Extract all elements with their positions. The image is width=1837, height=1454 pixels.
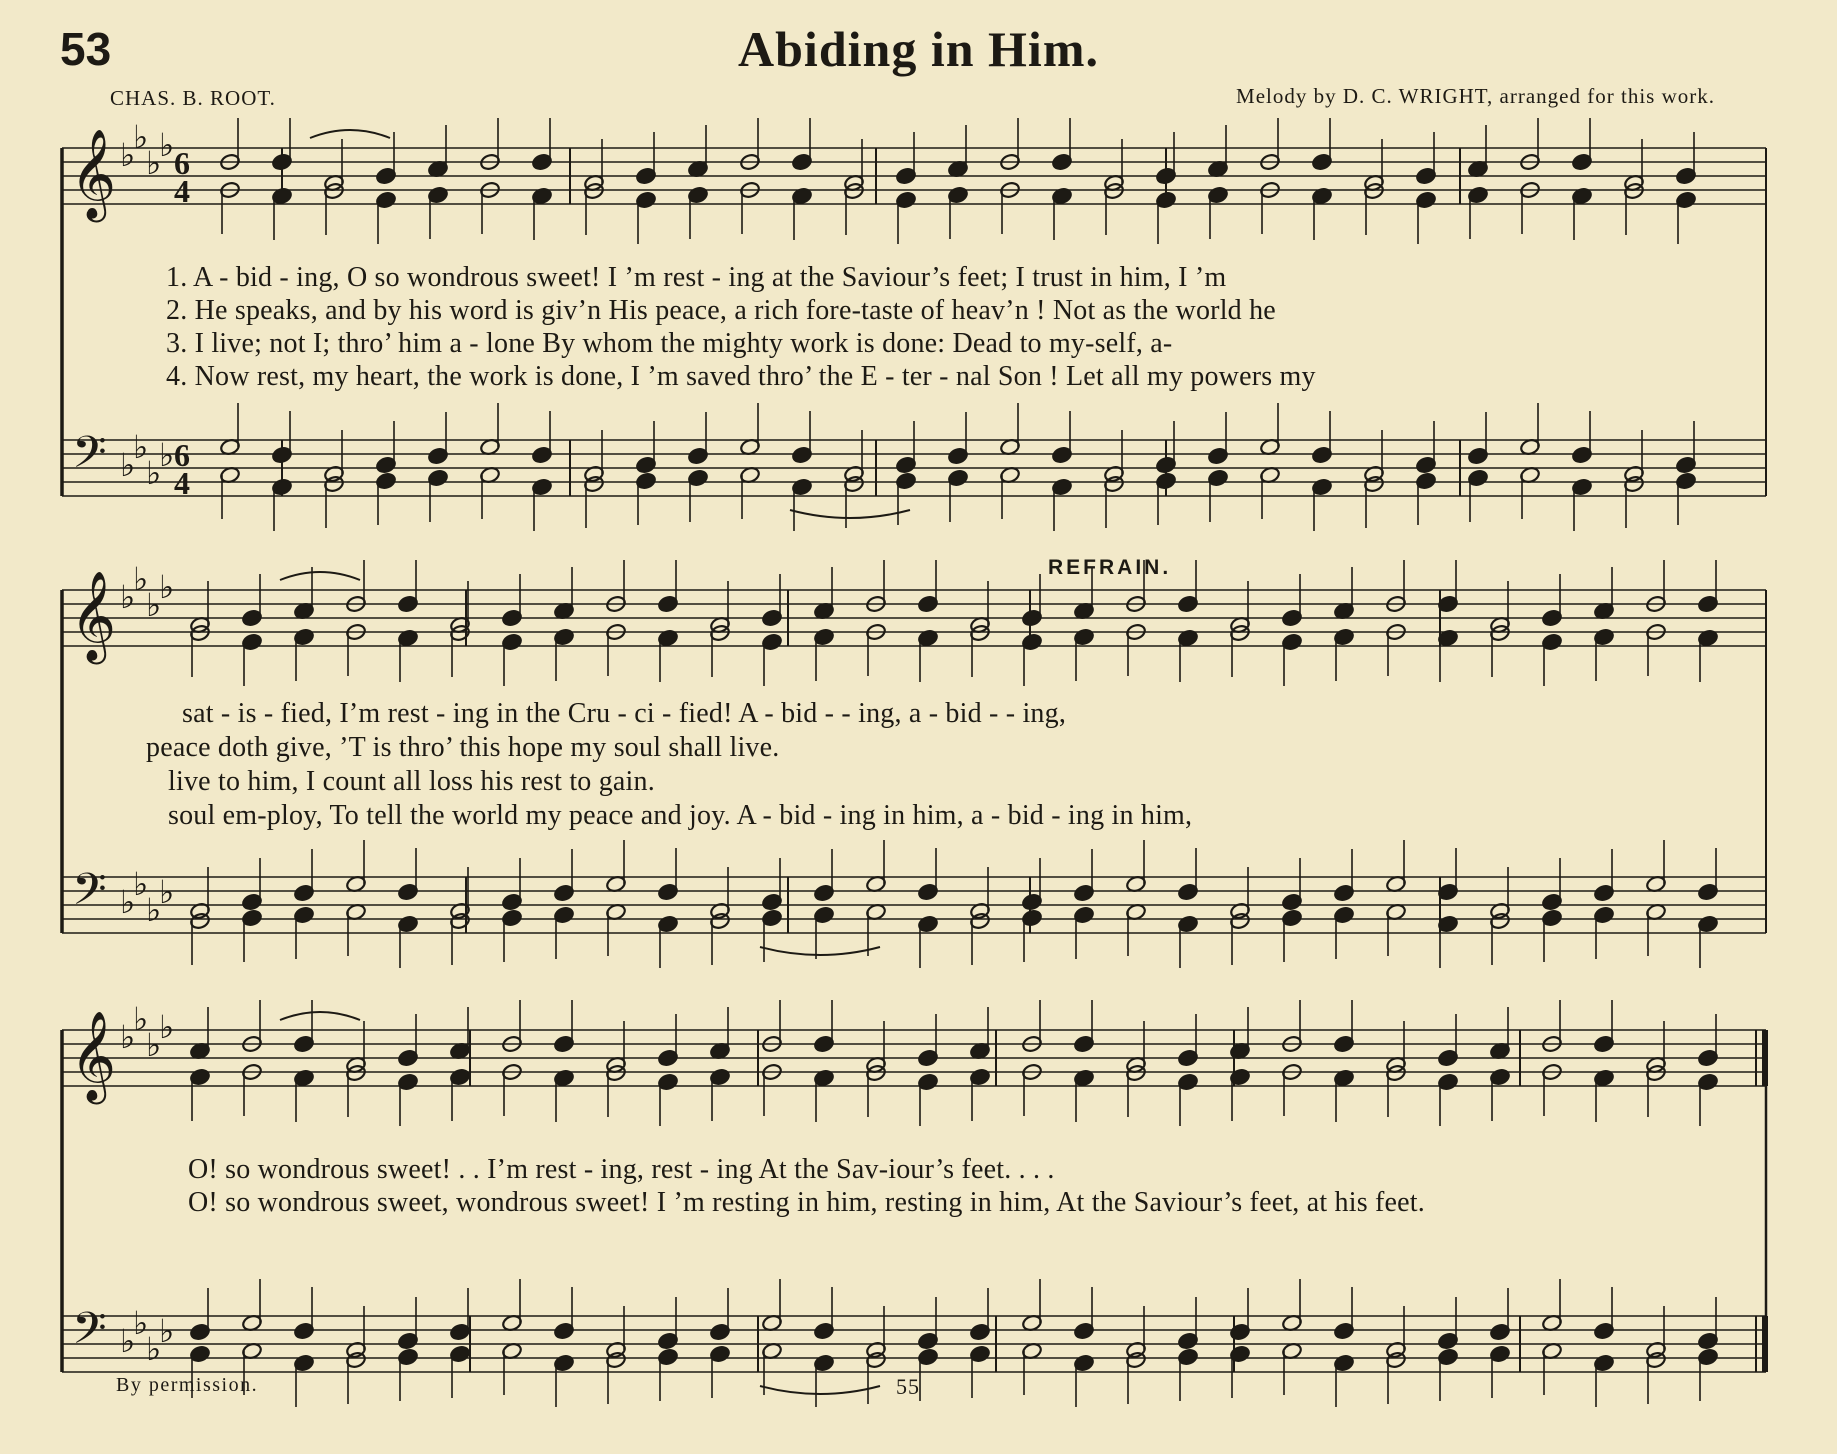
- key-flat: ♭: [146, 454, 162, 492]
- key-flat: ♭: [133, 1000, 149, 1038]
- lyric-line-verse-4-cont: soul em-ploy, To tell the world my peace and joy. A - bid - ing in him, a - bid - ing in him,: [168, 800, 1193, 831]
- tie: [760, 1386, 880, 1394]
- lyric-line-verse-2-cont: peace doth give, ’T is thro’ this hope my soul shall live.: [146, 732, 780, 763]
- hymn-title: Abiding in Him.: [738, 21, 1099, 77]
- composer-credit: CHAS. B. ROOT.: [110, 86, 276, 110]
- key-flat: ♭: [146, 144, 162, 182]
- final-barline: [1762, 1316, 1768, 1372]
- key-flat: ♭: [133, 1304, 149, 1342]
- tie: [790, 510, 910, 518]
- key-flat: ♭: [120, 1322, 136, 1360]
- slur: [310, 130, 390, 138]
- hymn-number: 53: [60, 23, 112, 75]
- key-flat: ♭: [120, 578, 136, 616]
- lyric-line-refrain-2: O! so wondrous sweet, wondrous sweet! I ’m resting in him, resting in him, At the Saviour’s feet, at his feet.: [188, 1187, 1425, 1218]
- lyric-line-refrain-1: O! so wondrous sweet! . . I’m rest - ing, rest - ing At the Sav-iour’s feet. . . .: [188, 1154, 1055, 1185]
- bass-time-signature-numerator: 6: [174, 437, 190, 473]
- lyric-line-verse-2: 2. He speaks, and by his word is giv’n His peace, a rich fore-taste of heav’n ! Not as the world he: [166, 295, 1276, 326]
- key-flat: ♭: [146, 586, 162, 624]
- refrain-label: REFRAIN.: [1048, 556, 1172, 579]
- key-flat: ♭: [120, 883, 136, 921]
- key-flat: ♭: [146, 1026, 162, 1064]
- bass-clef: 𝄢: [72, 1302, 107, 1365]
- key-flat: ♭: [159, 568, 175, 606]
- key-flat: ♭: [159, 126, 175, 164]
- treble-clef: 𝄞: [70, 1011, 117, 1101]
- arranger-credit: Melody by D. C. WRIGHT, arranged for this work.: [1236, 84, 1715, 108]
- key-flat: ♭: [133, 118, 149, 156]
- bass-time-signature-denominator: 4: [174, 465, 190, 501]
- slur: [280, 572, 360, 580]
- key-flat: ♭: [133, 560, 149, 598]
- key-flat: ♭: [159, 436, 175, 474]
- bass-clef: 𝄢: [72, 426, 107, 489]
- final-barline: [1762, 1030, 1768, 1086]
- slur: [280, 1012, 360, 1020]
- treble-clef: 𝄞: [70, 129, 117, 219]
- key-flat: ♭: [120, 136, 136, 174]
- bass-clef: 𝄢: [72, 863, 107, 926]
- page-number: 55: [896, 1374, 920, 1399]
- key-flat: ♭: [120, 446, 136, 484]
- lyric-line-verse-3: 3. I live; not I; thro’ him a - lone By whom the mighty work is done: Dead to my-self, a-: [166, 328, 1173, 359]
- key-flat: ♭: [146, 891, 162, 929]
- key-flat: ♭: [133, 865, 149, 903]
- lyric-line-verse-1-cont: sat - is - fied, I’m rest - ing in the Cru - ci - fied! A - bid - - ing, a - bid - - ing,: [182, 698, 1067, 729]
- key-flat: ♭: [146, 1330, 162, 1368]
- key-flat: ♭: [133, 428, 149, 466]
- lyric-line-verse-4: 4. Now rest, my heart, the work is done, I ’m saved thro’ the E - ter - nal Son ! Let all my powers my: [166, 361, 1316, 392]
- treble-time-signature-denominator: 4: [174, 173, 190, 209]
- key-flat: ♭: [159, 1008, 175, 1046]
- permission-note: By permission.: [116, 1374, 259, 1396]
- treble-time-signature-numerator: 6: [174, 145, 190, 181]
- tie: [760, 947, 880, 955]
- lyric-line-verse-1: 1. A - bid - ing, O so wondrous sweet! I ’m rest - ing at the Saviour’s feet; I trust in him, I ’m: [166, 262, 1227, 293]
- lyric-line-verse-3-cont: live to him, I count all loss his rest to gain.: [168, 766, 655, 797]
- key-flat: ♭: [120, 1018, 136, 1056]
- treble-clef: 𝄞: [70, 571, 117, 661]
- key-flat: ♭: [159, 873, 175, 911]
- key-flat: ♭: [159, 1312, 175, 1350]
